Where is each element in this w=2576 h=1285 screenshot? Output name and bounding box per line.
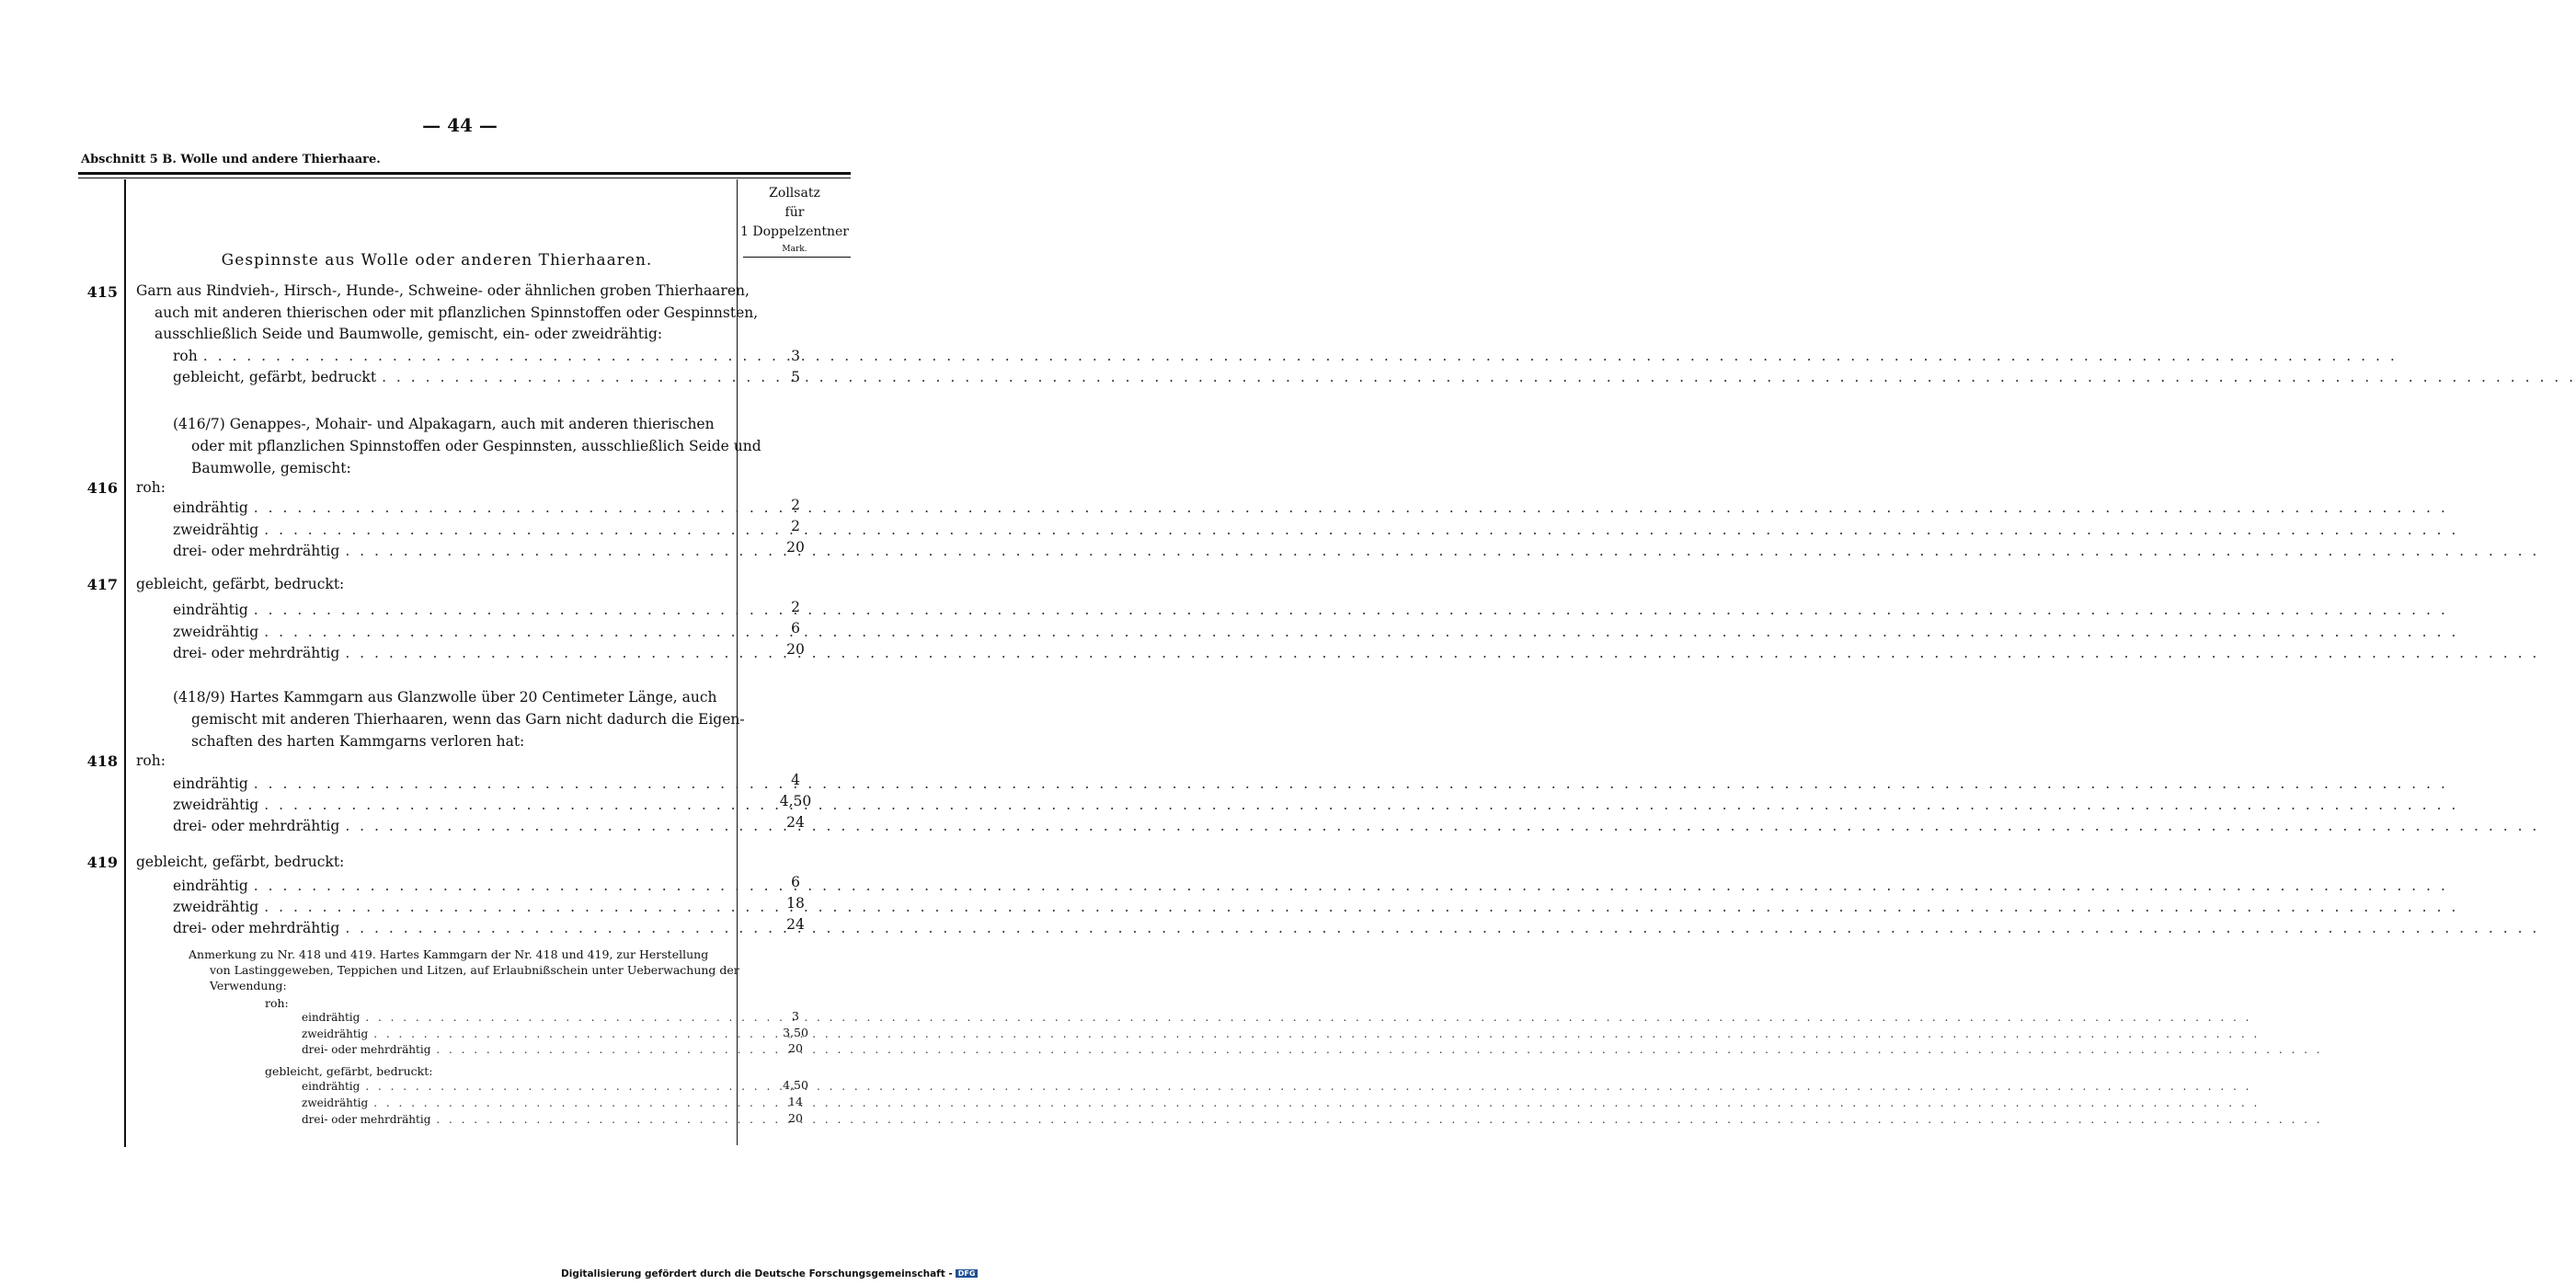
item-number: 417 [86, 576, 118, 593]
group-intro: gemischt mit anderen Thierhaaren, wenn das Garn nicht dadurch die Eigen- [191, 711, 745, 728]
row-label: eindrähtig [302, 1011, 361, 1024]
annotation-rate-row [302, 1096, 732, 1109]
row-label: zweidrähtig [173, 522, 259, 538]
rate-row [173, 645, 732, 661]
rate-value: 6 [791, 620, 800, 637]
annotation-subhead: roh: [265, 996, 289, 1010]
row-label: zweidrähtig [173, 797, 259, 813]
unit-label: Mark. [782, 245, 807, 254]
rate-value: 24 [786, 814, 805, 831]
rate-value: 18 [786, 895, 805, 912]
item-text: ausschließlich Seide und Baumwolle, gemischt, ein- oder zweidrähtig: [155, 326, 663, 342]
rate-value: 5 [791, 369, 800, 385]
item-text: roh: [136, 479, 166, 496]
rate-column-header [738, 184, 851, 242]
page-number: — 44 — [422, 114, 498, 136]
row-label: drei- oder mehrdrähtig [173, 920, 340, 936]
rate-row [173, 878, 732, 894]
row-label: drei- oder mehrdrähtig [173, 543, 340, 559]
annotation-rate-row [302, 1027, 732, 1040]
row-label: drei- oder mehrdrähtig [302, 1113, 431, 1126]
annotation-rate-value: 3 [792, 1009, 799, 1023]
annotation-rate-value: 14 [788, 1095, 803, 1108]
row-label: roh [173, 348, 198, 364]
item-number: 416 [86, 479, 118, 497]
running-header: Abschnitt 5 B. Wolle und andere Thierhaare. [81, 153, 381, 166]
row-label: eindrähtig [302, 1080, 361, 1093]
number-column-divider [124, 179, 126, 1147]
annotation-subhead: gebleicht, gefärbt, bedruckt: [265, 1064, 433, 1078]
row-label: eindrähtig [173, 775, 248, 792]
footer-text: Digitalisierung gefördert durch die Deutsche Forschungsgemeinschaft - [561, 1268, 953, 1279]
annotation-rate-value: 3,50 [783, 1026, 808, 1039]
dfg-logo: DFG [956, 1269, 979, 1278]
row-label: zweidrähtig [173, 899, 259, 915]
column-head-line: für [784, 205, 805, 220]
rate-column-divider [737, 179, 738, 1145]
annotation-rate-row [302, 1011, 732, 1024]
header-rule [78, 172, 851, 175]
group-intro: (418/9) Hartes Kammgarn aus Glanzwolle über 20 Centimeter Länge, auch [173, 689, 717, 706]
annotation-text: von Lastinggeweben, Teppichen und Litzen, auf Erlaubnißschein unter Ueberwachung der [210, 963, 739, 977]
item-number: 415 [86, 283, 118, 301]
item-text: roh: [136, 752, 166, 769]
row-label: eindrähtig [173, 602, 248, 618]
section-title: Gespinnste aus Wolle oder anderen Thierhaaren. [221, 251, 653, 270]
rate-row [173, 775, 732, 792]
rate-row [173, 348, 732, 364]
row-label: gebleicht, gefärbt, bedruckt [173, 369, 377, 385]
rate-row [173, 818, 732, 834]
item-text: auch mit anderen thierischen oder mit pflanzlichen Spinnstoffen oder Gespinnsten, [155, 304, 759, 321]
item-number: 419 [86, 854, 118, 871]
rate-value: 2 [791, 518, 800, 534]
rate-value: 2 [791, 599, 800, 615]
row-label: zweidrähtig [173, 624, 259, 640]
rate-row [173, 602, 732, 618]
rate-value: 6 [791, 874, 800, 890]
rate-row [173, 797, 732, 813]
item-number: 418 [86, 752, 118, 770]
rate-value: 20 [786, 641, 805, 658]
annotation-rate-value: 20 [788, 1041, 803, 1055]
column-head-line: 1 Doppelzentner [740, 224, 849, 239]
group-intro: schaften des harten Kammgarns verloren hat: [191, 733, 525, 750]
column-head-line: Zollsatz [769, 186, 820, 201]
rate-value: 4,50 [779, 793, 812, 809]
rate-row [173, 499, 732, 516]
annotation-rate-row [302, 1043, 732, 1056]
group-intro: (416/7) Genappes-, Mohair- und Alpakagarn, auch mit anderen thierischen [173, 416, 715, 432]
annotation-rate-row [302, 1080, 732, 1093]
row-label: drei- oder mehrdrähtig [173, 645, 340, 661]
rate-value: 20 [786, 539, 805, 556]
rate-value: 24 [786, 916, 805, 933]
row-label: eindrähtig [173, 499, 248, 516]
rate-row [173, 624, 732, 640]
group-intro: Baumwolle, gemischt: [191, 460, 351, 476]
annotation-rate-row [302, 1113, 732, 1126]
item-text: gebleicht, gefärbt, bedruckt: [136, 854, 345, 870]
rate-row [173, 369, 732, 385]
group-intro: oder mit pflanzlichen Spinnstoffen oder Gespinnsten, ausschließlich Seide und [191, 438, 761, 454]
rate-row [173, 899, 732, 915]
item-text: Garn aus Rindvieh-, Hirsch-, Hunde-, Schweine- oder ähnlichen groben Thierhaaren, [136, 282, 750, 299]
annotation-rate-value: 4,50 [783, 1078, 808, 1092]
row-label: drei- oder mehrdrähtig [173, 818, 340, 834]
rate-value: 2 [791, 497, 800, 513]
rate-row [173, 543, 732, 559]
row-label: zweidrähtig [302, 1096, 369, 1109]
annotation-rate-value: 20 [788, 1111, 803, 1125]
item-text: gebleicht, gefärbt, bedruckt: [136, 576, 345, 592]
row-label: zweidrähtig [302, 1027, 369, 1040]
rate-row [173, 522, 732, 538]
row-label: eindrähtig [173, 878, 248, 894]
rate-value: 4 [791, 772, 800, 788]
rate-row [173, 920, 732, 936]
annotation-text: Verwendung: [210, 979, 287, 992]
unit-rule [743, 257, 851, 258]
rate-value: 3 [791, 348, 800, 364]
digitization-footer [561, 1268, 978, 1279]
row-label: drei- oder mehrdrähtig [302, 1043, 431, 1056]
annotation-text: Anmerkung zu Nr. 418 und 419. Hartes Kammgarn der Nr. 418 und 419, zur Herstellung [189, 947, 709, 961]
